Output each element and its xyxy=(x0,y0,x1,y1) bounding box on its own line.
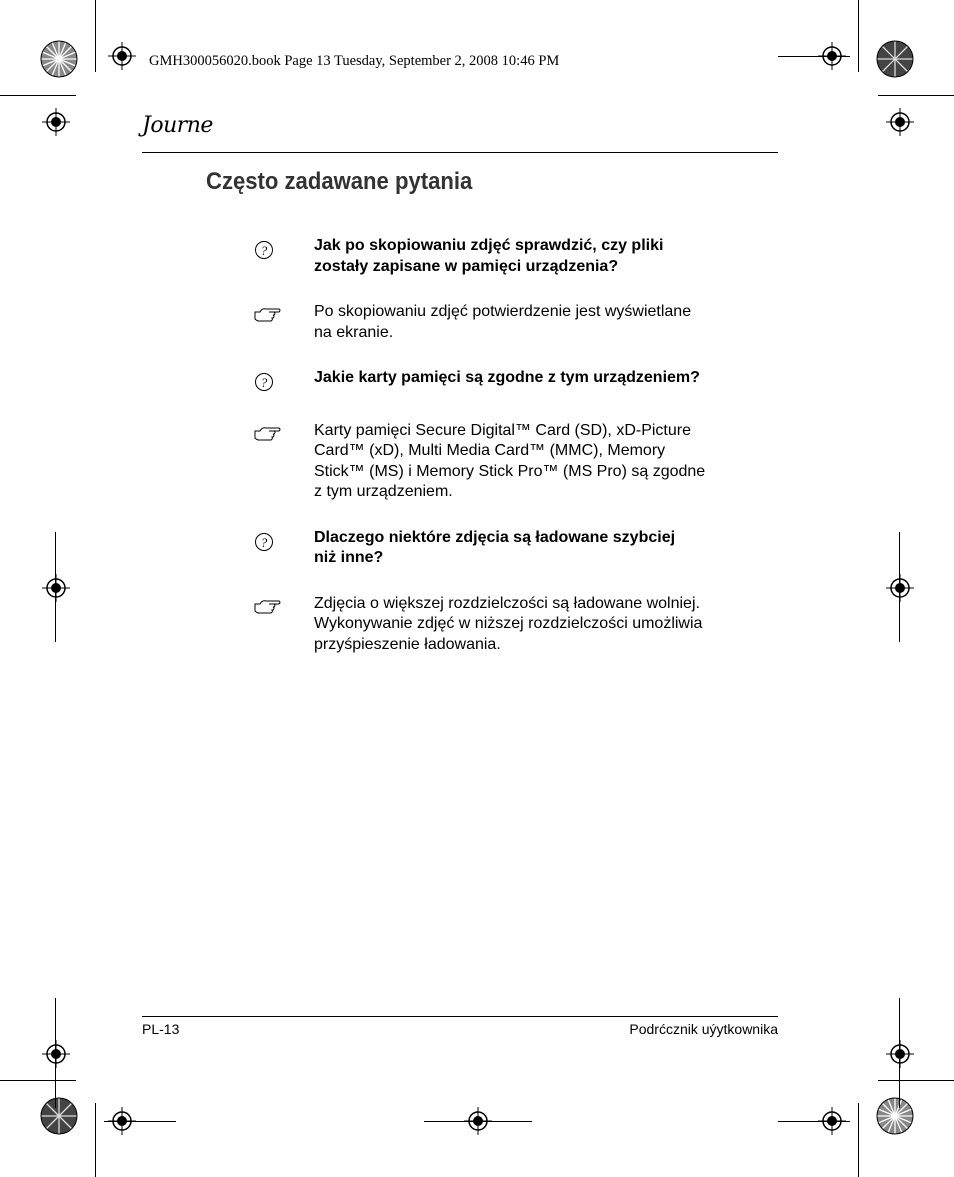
manual-name: Podrćcznik uýytkownika xyxy=(629,1021,778,1037)
faq-question xyxy=(254,236,774,277)
answer-text: Karty pamięci Secure Digital™ Card (SD), xD-Picture Card™ (xD), Multi Media Card™ (MMC), Memory Stick™ (MS) i Memory Stick Pro™ (MS Pro) są zgodne z tym urządzeniem. xyxy=(314,421,706,500)
registration-mark-icon xyxy=(108,42,136,70)
crop-line xyxy=(858,0,859,72)
answer-text: Po skopiowaniu zdjęć potwierdzenie jest wyświetlane na ekranie. xyxy=(314,303,692,341)
registration-mark-icon xyxy=(42,108,70,136)
crop-line xyxy=(899,532,900,642)
answer-text: Zdjęcia o większej rozdzielczości są ładowane wolniej. Wykonywanie zdjęć w niższej rozdzielczości umożliwia przyśpieszenie ładowania. xyxy=(314,594,703,653)
svg-text:?: ? xyxy=(260,243,268,258)
crop-line xyxy=(95,1103,96,1177)
registration-mark-icon xyxy=(42,1040,70,1068)
header-rule xyxy=(142,152,778,153)
color-rosette-icon xyxy=(876,1097,914,1135)
footer-rule xyxy=(142,1016,778,1017)
faq-answer xyxy=(254,421,774,503)
registration-mark-icon xyxy=(886,574,914,602)
svg-text:?: ? xyxy=(260,375,268,390)
crop-line xyxy=(55,532,56,642)
crop-line xyxy=(104,1121,176,1122)
question-text: Jakie karty pamięci są zgodne z tym urządzeniem? xyxy=(314,369,700,386)
print-slug: GMH300056020.book Page 13 Tuesday, September 2, 2008 10:46 PM xyxy=(149,53,560,69)
color-rosette-icon xyxy=(40,1097,78,1135)
faq-answer xyxy=(254,302,774,343)
faq-question xyxy=(254,528,774,569)
question-circle-icon xyxy=(254,238,280,260)
faq-question xyxy=(254,368,774,389)
page-title: Często zadawane pytania xyxy=(206,168,473,195)
question-circle-icon xyxy=(254,530,280,552)
crop-line xyxy=(0,95,76,96)
crop-line xyxy=(858,1103,859,1177)
brand-logo: Journe xyxy=(142,113,213,138)
svg-text:?: ? xyxy=(260,534,268,550)
question-text: Dlaczego niektóre zdjęcia są ładowane szybciej niż inne? xyxy=(314,528,676,566)
page-number: PL-13 xyxy=(142,1021,180,1037)
pointing-hand-icon xyxy=(254,596,280,618)
crop-line xyxy=(878,95,954,96)
registration-mark-icon xyxy=(886,108,914,136)
faq-answer xyxy=(254,594,774,656)
color-rosette-icon xyxy=(876,40,914,78)
crop-line xyxy=(55,998,56,1108)
pointing-hand-icon xyxy=(254,423,280,445)
color-rosette-icon xyxy=(40,40,78,78)
crop-line xyxy=(0,1080,76,1081)
question-text: Jak po skopiowaniu zdjęć sprawdzić, czy pliki zostały zapisane w pamięci urządzenia? xyxy=(314,237,664,275)
crop-line xyxy=(95,0,96,72)
registration-mark-icon xyxy=(42,574,70,602)
crop-line xyxy=(878,1080,954,1081)
pointing-hand-icon xyxy=(254,304,280,326)
registration-mark-icon xyxy=(886,1040,914,1068)
question-circle-icon xyxy=(254,370,280,392)
crop-line xyxy=(778,1121,850,1122)
crop-line xyxy=(424,1121,532,1122)
faq-list xyxy=(254,236,774,655)
crop-line xyxy=(899,998,900,1108)
crop-line xyxy=(778,56,850,57)
